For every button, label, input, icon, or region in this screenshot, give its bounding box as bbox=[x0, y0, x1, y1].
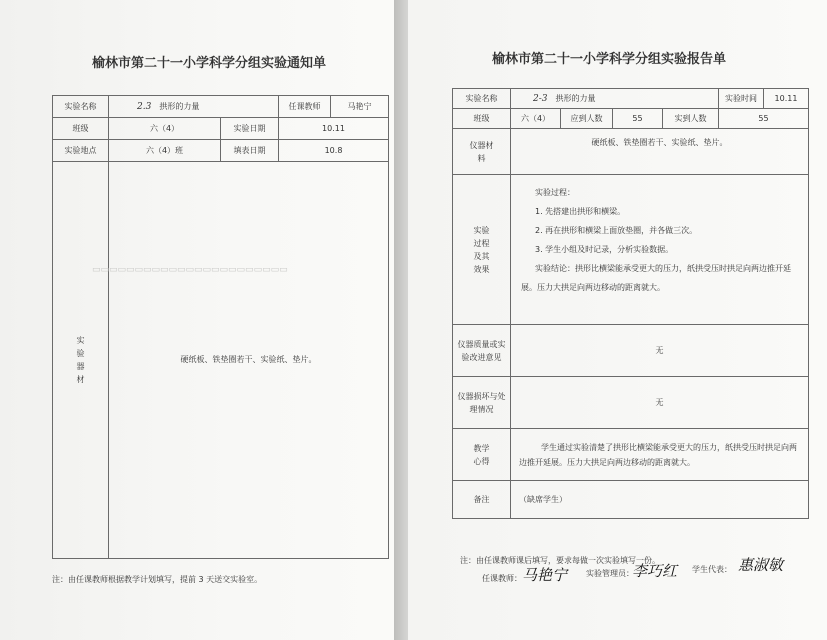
report-form-note: 注：由任课教师课后填写，要求每做一次实验填写一份。 bbox=[460, 556, 660, 565]
notice-form-note: 注：由任课教师根据教学计划填写，提前 3 天送交实验室。 bbox=[52, 575, 263, 584]
report-label-damage: 仪器损坏与处理情况 bbox=[453, 377, 511, 429]
report-label-reflection: 教学心得 bbox=[453, 429, 511, 481]
process-step: 3. 学生小组及时记录，分析实验数据。 bbox=[535, 245, 674, 254]
report-label-remarks: 备注 bbox=[453, 481, 511, 519]
report-expected-value: 55 bbox=[613, 109, 663, 129]
report-form-table bbox=[452, 88, 809, 519]
report-reflection-value: 学生通过实验清楚了拱形比横梁能承受更大的压力，纸拱受压时拱足向两边推开延展。压力大拱足向两边移动的距离就大。 bbox=[511, 429, 809, 481]
report-class-value: 六（4） bbox=[511, 109, 561, 129]
class-value: 六（4） bbox=[109, 118, 221, 140]
report-experiment-name-cell bbox=[511, 89, 719, 109]
report-experiment-number: 2-3 bbox=[533, 93, 548, 104]
report-label-process: 实验过程及其效果 bbox=[453, 175, 511, 325]
report-label-time: 实验时间 bbox=[719, 89, 764, 109]
report-form-page bbox=[408, 0, 827, 640]
report-label-expected: 应到人数 bbox=[561, 109, 613, 129]
experiment-name-cell bbox=[109, 96, 279, 118]
report-label-class: 班级 bbox=[453, 109, 511, 129]
report-quality-value: 无 bbox=[511, 325, 809, 377]
process-conclusion: 实验结论：拱形比横梁能承受更大的压力，纸拱受压时拱足向两边推开延展。压力大拱足向两边移动的距离就大。 bbox=[521, 264, 791, 292]
report-damage-value: 无 bbox=[511, 377, 809, 429]
student-signature: 惠淑敏 bbox=[738, 556, 784, 574]
manager-signature: 李巧红 bbox=[632, 562, 678, 580]
student-signature-label: 学生代表： bbox=[692, 565, 732, 574]
label-location: 实验地点 bbox=[53, 140, 109, 162]
label-class: 班级 bbox=[53, 118, 109, 140]
report-label-instruments: 仪器材料 bbox=[453, 129, 511, 175]
report-label-experiment-name: 实验名称 bbox=[453, 89, 511, 109]
teacher-signature-label: 任课教师： bbox=[482, 574, 522, 583]
report-remarks-value: （缺席学生） bbox=[511, 481, 809, 519]
experiment-number: 2.3 bbox=[137, 101, 152, 112]
notice-form-title: 榆林市第二十一小学科学分组实验通知单 bbox=[92, 56, 327, 71]
report-instruments-value: 硬纸板、铁垫圈若干、实验纸、垫片。 bbox=[511, 129, 809, 175]
report-process-value bbox=[511, 175, 809, 325]
report-label-actual: 实到人数 bbox=[663, 109, 719, 129]
experiment-name-value: 拱形的力量 bbox=[159, 101, 200, 111]
report-form-title: 榆林市第二十一小学科学分组实验报告单 bbox=[492, 52, 727, 67]
materials-value: 硬纸板、铁垫圈若干、实验纸、垫片。 bbox=[109, 162, 389, 559]
label-date: 实验日期 bbox=[221, 118, 279, 140]
notice-form-table bbox=[52, 95, 389, 559]
report-experiment-name-value: 拱形的力量 bbox=[555, 93, 596, 103]
location-value: 六（4）班 bbox=[109, 140, 221, 162]
label-fill-date: 填表日期 bbox=[221, 140, 279, 162]
process-step: 1. 先搭建出拱形和横梁。 bbox=[535, 207, 626, 216]
manager-signature-label: 实验管理员： bbox=[586, 569, 634, 578]
label-materials: 实验器材 bbox=[53, 162, 109, 559]
label-experiment-name: 实验名称 bbox=[53, 96, 109, 118]
date-value: 10.11 bbox=[279, 118, 389, 140]
label-teacher: 任课教师 bbox=[279, 96, 331, 118]
report-label-quality: 仪器质量或实验改进意见 bbox=[453, 325, 511, 377]
teacher-signature: 马艳宁 bbox=[522, 566, 568, 584]
process-step: 2. 再在拱形和横梁上面放垫圈，并各做三次。 bbox=[535, 226, 698, 235]
fill-date-value: 10.8 bbox=[279, 140, 389, 162]
process-title: 实验过程： bbox=[535, 188, 575, 197]
bleed-through-text: ▭▭▭▭▭▭▭▭▭▭▭▭▭▭▭▭▭▭▭▭▭▭▭ bbox=[92, 265, 288, 275]
report-actual-value: 55 bbox=[719, 109, 809, 129]
report-time-value: 10.11 bbox=[764, 89, 809, 109]
notice-form-page bbox=[0, 0, 398, 640]
teacher-value: 马艳宁 bbox=[331, 96, 389, 118]
